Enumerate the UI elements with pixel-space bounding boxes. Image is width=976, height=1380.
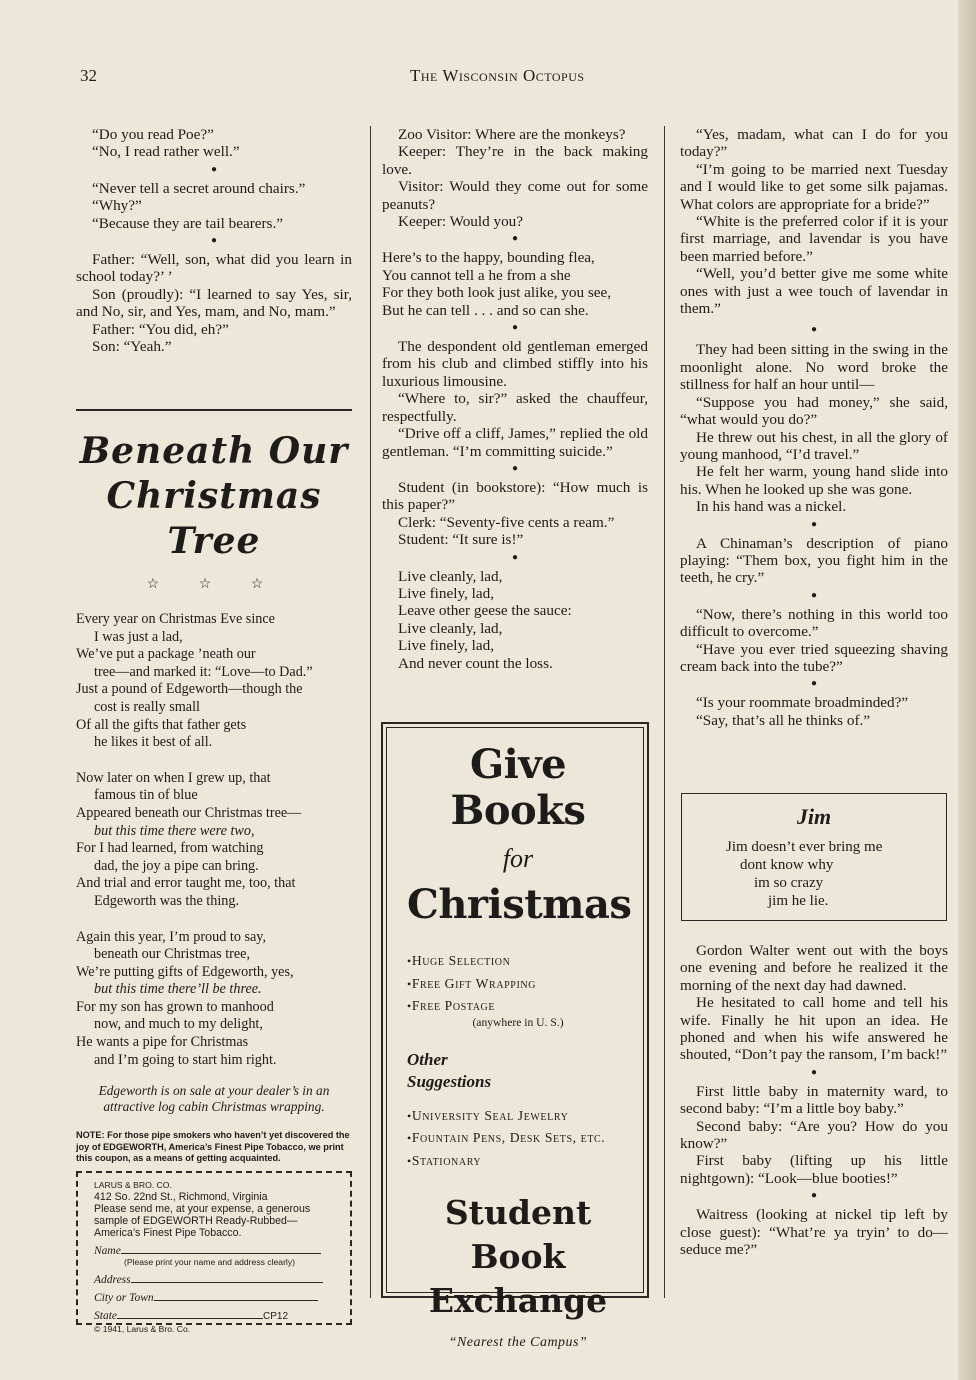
separator-dot: ● bbox=[511, 233, 519, 245]
poem-line: Appeared beneath our Christmas tree— bbox=[76, 804, 302, 821]
lad-verse bbox=[382, 568, 648, 672]
suggestion-list bbox=[407, 1105, 629, 1173]
joke-line: “Suppose you had money,” she said, “what would you do?” bbox=[680, 393, 948, 429]
verse-line: im so crazy bbox=[754, 875, 824, 891]
star-icons: ☆ ☆ ☆ bbox=[146, 577, 282, 592]
store-name: Student Book Exchange bbox=[428, 1192, 608, 1320]
poem-line: I was just a lad, bbox=[94, 628, 183, 645]
joke-line: “Drive off a cliff, James,” replied the old gentleman. “I’m committing suicide.” bbox=[382, 425, 648, 460]
joke-line: Clerk: “Seventy-five cents a ream.” bbox=[398, 513, 615, 531]
poem-line: For I had learned, from watching bbox=[76, 840, 264, 857]
joke-line: “I’m going to be married next Tuesday and I would like to get some silk pajamas. What colors are appropriate for a bride?” bbox=[680, 160, 948, 213]
separator-dot: ● bbox=[511, 462, 519, 474]
verse-line: Live cleanly, lad, bbox=[398, 619, 503, 637]
poem-line: beneath our Christmas tree, bbox=[94, 946, 251, 963]
column-rule-2 bbox=[664, 126, 665, 1298]
ad-headline-for: for bbox=[502, 844, 534, 873]
verse-line: For they both look just alike, you see, bbox=[382, 284, 612, 302]
joke-line: A Chinaman’s description of piano playing: “Them box, you fight him in the teeth, he cry.” bbox=[680, 534, 948, 587]
joke-line: “Now, there’s nothing in this world too difficult to overcome.” bbox=[680, 605, 948, 641]
coupon-city-field[interactable] bbox=[94, 1292, 342, 1304]
ad-title-line: Beneath Our bbox=[79, 430, 349, 472]
store-slogan: “Nearest the Campus” bbox=[448, 1334, 588, 1350]
mail-coupon bbox=[76, 1171, 352, 1335]
joke-line: “Have you ever tried squeezing shaving cream back into the tube?” bbox=[680, 640, 948, 675]
separator-dot: ● bbox=[810, 678, 818, 690]
poem-line: now, and much to my delight, bbox=[94, 1016, 263, 1033]
joke-line: First little baby in maternity ward, to second baby: “I’m a little boy baby.” bbox=[680, 1082, 948, 1118]
ad-note: NOTE: For those pipe smokers who haven’t yet discovered the joy of EDGEWORTH, America’s Finest Pipe Tobacco, we print this coupon, as a means of getting acquainted. bbox=[76, 1130, 350, 1164]
service-list bbox=[407, 950, 629, 1018]
joke-line: “Yes, madam, what can I do for you today?” bbox=[680, 126, 948, 161]
verse-line: But he can tell . . . and so can she. bbox=[382, 301, 589, 319]
poem-line: he likes it best of all. bbox=[94, 734, 213, 751]
poem-line: and I’m going to start him right. bbox=[94, 1051, 277, 1068]
joke-line: He felt her warm, young hand slide into his. When he looked up she was gone. bbox=[680, 463, 948, 498]
column-rule-1 bbox=[370, 126, 371, 1298]
joke-line: In his hand was a nickel. bbox=[696, 498, 847, 516]
list-item: • Fountain Pens, Desk Sets, etc. bbox=[407, 1127, 629, 1150]
joke-line: Son: “Yeah.” bbox=[92, 338, 172, 356]
list-item: • Free Postage bbox=[407, 995, 629, 1018]
verse-line: Jim doesn’t ever bring me bbox=[726, 839, 883, 855]
page-header bbox=[80, 66, 950, 90]
separator-dot: ● bbox=[210, 163, 218, 175]
joke-line: Gordon Walter went out with the boys one evening and before he realized it the morning of the next day had dawned. bbox=[680, 942, 948, 994]
poem-line: We’re putting gifts of Edgeworth, yes, bbox=[76, 963, 294, 980]
jim-poem-box bbox=[681, 793, 947, 921]
separator-dot: ● bbox=[511, 322, 519, 334]
separator-dot: ● bbox=[511, 551, 519, 563]
other-suggestions-heading: Other Suggestions bbox=[407, 1049, 492, 1091]
separator-dot: ● bbox=[810, 518, 818, 530]
verse-line: You cannot tell a he from a she bbox=[382, 266, 571, 284]
running-head: The Wisconsin Octopus bbox=[410, 66, 585, 85]
poem-line: And trial and error taught me, too, that bbox=[76, 875, 296, 892]
joke-line: Waitress (looking at nickel tip left by close guest): “What’re ya tryin’ to do—seduce me?” bbox=[680, 1206, 948, 1259]
verse-line: Leave other geese the sauce: bbox=[398, 602, 572, 620]
state-label: State bbox=[94, 1310, 117, 1323]
column-2 bbox=[382, 126, 648, 672]
joke-line: Visitor: Would they come out for some peanuts? bbox=[382, 178, 648, 213]
column-3 bbox=[680, 126, 948, 729]
joke-line: They had been sitting in the swing in the moonlight alone. No word broke the stillness for half an hour until— bbox=[680, 341, 948, 394]
coupon-state-field[interactable] bbox=[94, 1310, 342, 1323]
joke-line: Son (proudly): “I learned to say Yes, sir, and No, sir, and Yes, mam, and No, mam.” bbox=[76, 285, 352, 321]
poem-line: Again this year, I’m proud to say, bbox=[76, 928, 266, 945]
poem-line: Just a pound of Edgeworth—though the bbox=[76, 681, 303, 698]
joke-line: “White is the preferred color if it is your first marriage, and lavendar is you have been married before.” bbox=[680, 213, 948, 265]
joke-line: Student: “It sure is!” bbox=[398, 531, 524, 549]
column-3-lower bbox=[680, 942, 948, 1259]
poem-line: dad, the joy a pipe can bring. bbox=[94, 857, 259, 874]
separator-dot: ● bbox=[810, 589, 818, 601]
joke-line: “No, I read rather well.” bbox=[92, 143, 240, 161]
poem-line: He wants a pipe for Christmas bbox=[76, 1034, 249, 1051]
coupon-copyright: © 1941, Larus & Bro. Co. bbox=[94, 1324, 191, 1335]
separator-dot: ● bbox=[810, 1190, 818, 1202]
coupon-address: 412 So. 22nd St., Richmond, Virginia bbox=[94, 1191, 268, 1204]
jim-body bbox=[682, 838, 946, 910]
verse-line: dont know why bbox=[740, 857, 834, 873]
joke-line: He hesitated to call home and tell his wife. Finally he hit upon an idea. He phoned and when his wife answered he shouted, “Don’t pay the ransom, I’m back!” bbox=[680, 994, 948, 1064]
joke-line: First baby (lifting up his little nightgown): “Look—blue booties!” bbox=[680, 1152, 948, 1187]
verse-line: Live finely, lad, bbox=[398, 584, 495, 602]
verse-line: Live cleanly, lad, bbox=[398, 567, 503, 585]
coupon-code: CP12 bbox=[263, 1311, 289, 1323]
coupon-address-field[interactable] bbox=[94, 1274, 342, 1286]
ad-tagline: Edgeworth is on sale at your dealer’s in an attractive log cabin Christmas wrapping. bbox=[98, 1083, 330, 1115]
postage-note: (anywhere in U. S.) bbox=[472, 1015, 564, 1029]
jim-title: Jim bbox=[796, 804, 832, 829]
poem-line: famous tin of blue bbox=[94, 787, 198, 804]
ad-inner-frame bbox=[386, 727, 644, 1350]
verse-line: jim he lie. bbox=[768, 893, 829, 909]
joke-line: “Well, you’d better give me some white ones with just a wee touch of lavendar in them.” bbox=[680, 265, 948, 318]
poem-line: but this time there were two, bbox=[94, 822, 255, 839]
poem-stanza-1 bbox=[76, 611, 352, 752]
column-1 bbox=[76, 126, 352, 355]
poem-line: For my son has grown to manhood bbox=[76, 998, 274, 1015]
list-item: • University Seal Jewelry bbox=[407, 1105, 629, 1128]
ad-headline: Give Books bbox=[450, 741, 586, 834]
joke-line: “Say, that’s all he thinks of.” bbox=[696, 711, 871, 729]
poem-line: but this time there’ll be three. bbox=[94, 981, 262, 998]
poem-line: Every year on Christmas Eve since bbox=[76, 611, 275, 627]
poem-line: cost is really small bbox=[94, 698, 200, 715]
separator-dot: ● bbox=[810, 1066, 818, 1078]
city-label: City or Town bbox=[94, 1292, 154, 1305]
joke-line: “Never tell a secret around chairs.” bbox=[92, 179, 306, 197]
joke-line: He threw out his chest, in all the glory of young manhood, “I’d travel.” bbox=[680, 428, 948, 463]
verse-line: Live finely, lad, bbox=[398, 637, 495, 655]
poem-stanza-2 bbox=[76, 770, 352, 911]
list-item: • Huge Selection bbox=[407, 950, 629, 973]
verse-line: Here’s to the happy, bounding flea, bbox=[382, 249, 595, 267]
joke-line: “Where to, sir?” asked the chauffeur, respectfully. bbox=[382, 390, 648, 425]
name-label: Name bbox=[94, 1245, 121, 1258]
poem-line: Edgeworth was the thing. bbox=[94, 892, 239, 909]
joke-line: “Do you read Poe?” bbox=[92, 126, 214, 143]
ad-top-rule bbox=[76, 409, 352, 411]
joke-line: Keeper: Would you? bbox=[398, 213, 524, 231]
joke-line: Keeper: They’re in the back making love. bbox=[382, 143, 648, 178]
coupon-request: Please send me, at your expense, a generous sample of EDGEWORTH Ready-Rubbed—America’s Finest Pipe Tobacco. bbox=[94, 1203, 311, 1240]
separator-dot: ● bbox=[810, 324, 818, 336]
joke-line: Student (in bookstore): “How much is this paper?” bbox=[382, 478, 648, 514]
poem-line: Of all the gifts that father gets bbox=[76, 716, 247, 733]
page-edge bbox=[958, 0, 976, 1380]
page-number: 32 bbox=[80, 66, 97, 85]
address-label: Address bbox=[94, 1274, 131, 1287]
flea-verse bbox=[382, 249, 648, 319]
joke-line: “Because they are tail bearers.” bbox=[92, 214, 283, 232]
edgeworth-advertisement bbox=[76, 409, 352, 1335]
list-item: • Free Gift Wrapping bbox=[407, 973, 629, 996]
joke-line: Father: “You did, eh?” bbox=[92, 320, 229, 338]
separator-dot: ● bbox=[210, 235, 218, 247]
ad-title-line: Christmas Tree bbox=[106, 475, 322, 562]
poem-line: We’ve put a package ’neath our bbox=[76, 646, 256, 663]
poem-line: tree—and marked it: “Love—to Dad.” bbox=[94, 663, 313, 680]
joke-line: “Is your roommate broadminded?” bbox=[696, 694, 909, 712]
poem-line: Now later on when I grew up, that bbox=[76, 769, 271, 786]
poem-stanza-3 bbox=[76, 929, 352, 1070]
coupon-company: LARUS & BRO. CO. bbox=[94, 1180, 172, 1191]
joke-line: Zoo Visitor: Where are the monkeys? bbox=[398, 126, 626, 143]
name-hint: (Please print your name and address clearly) bbox=[124, 1257, 296, 1268]
ad-headline-christmas: Christmas bbox=[407, 881, 632, 928]
ad-title bbox=[76, 429, 352, 564]
joke-line: Second baby: “Are you? How do you know?” bbox=[680, 1117, 948, 1153]
joke-line: The despondent old gentleman emerged from his club and climbed stiffly into his luxurious limousine. bbox=[382, 338, 648, 390]
list-item: • Stationary bbox=[407, 1150, 629, 1173]
joke-line: “Why?” bbox=[92, 197, 142, 215]
joke-line: Father: “Well, son, what did you learn in school today?’ ’ bbox=[76, 251, 352, 286]
book-exchange-advertisement bbox=[381, 722, 649, 1350]
verse-line: And never count the loss. bbox=[398, 654, 553, 672]
